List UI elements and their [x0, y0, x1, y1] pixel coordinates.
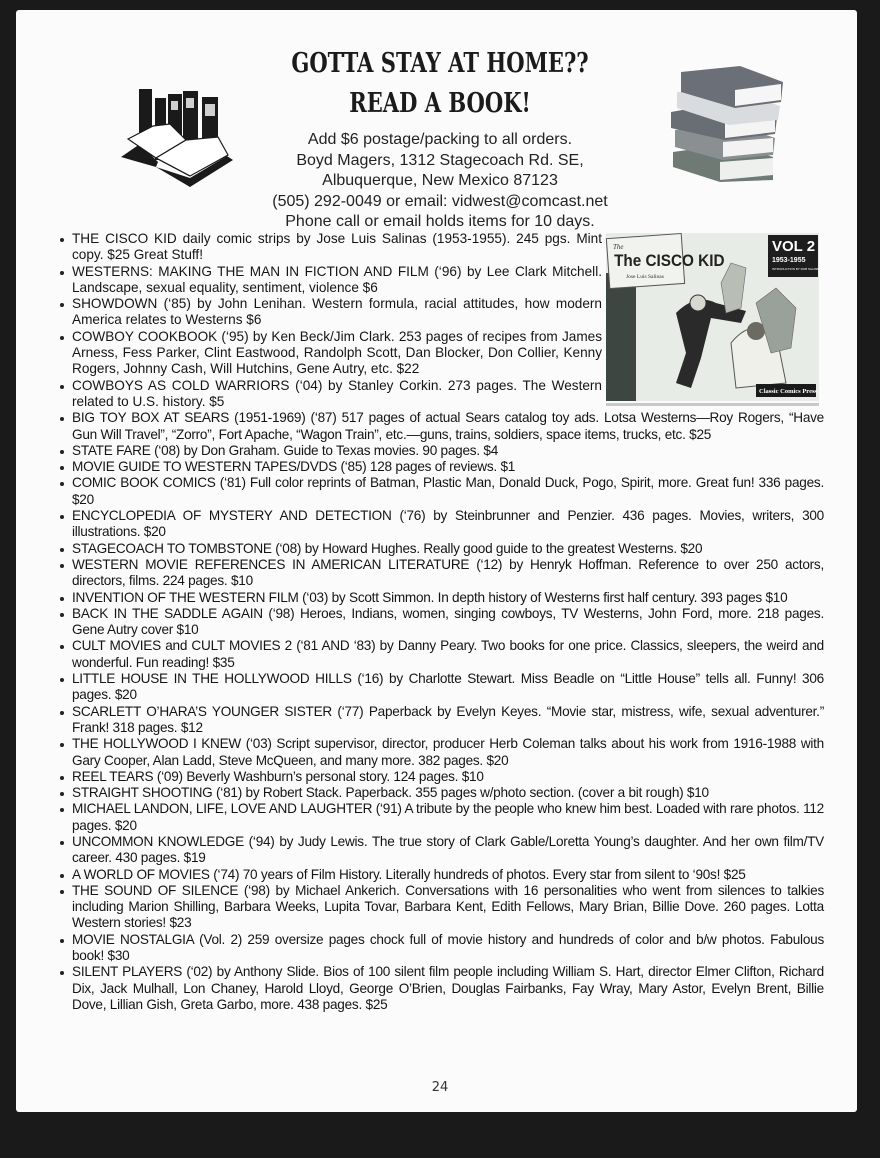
book-item: WESTERN MOVIE REFERENCES IN AMERICAN LITERATURE (‘12) by Henryk Hoffman. Reference to over 250 actors, directors, films. 224 pages. $10	[58, 557, 824, 590]
book-item: STAGECOACH TO TOMBSTONE (‘08) by Howard Hughes. Really good guide to the greatest Westerns. $20	[58, 541, 824, 557]
book-item: MOVIE NOSTALGIA (Vol. 2) 259 oversize pages chock full of movie history and hundreds of color and b/w photos. Fabulous book! $30	[58, 932, 824, 965]
phone-email: (505) 292-0049 or email: vidwest@comcast.net	[272, 192, 608, 210]
book-item: REEL TEARS (‘09) Beverly Washburn’s personal story. 124 pages. $10	[58, 769, 824, 785]
cover-years: 1953-1955	[772, 257, 806, 264]
book-item: LITTLE HOUSE IN THE HOLLYWOOD HILLS (‘16) by Charlotte Stewart. Miss Beadle on “Little House” tells all. Funny! 306 pages. $20	[58, 671, 824, 704]
book-item: CULT MOVIES and CULT MOVIES 2 (‘81 AND ‘83) by Danny Peary. Two books for one price. Classics, sleepers, the weird and wonderful. Fun reading! $35	[58, 638, 824, 671]
book-item: INVENTION OF THE WESTERN FILM (‘03) by Scott Simmon. In depth history of Westerns first half century. 393 pages $10	[58, 590, 824, 606]
book-item: THE CISCO KID daily comic strips by Jose Luis Salinas (1953-1955). 245 pgs. Mint copy. $25 Great Stuff!	[58, 231, 602, 264]
cover-title: The CISCO KID	[614, 251, 725, 271]
headline-primary: GOTTA STAY AT HOME??	[291, 48, 589, 79]
book-item: COMIC BOOK COMICS (‘81) Full color reprints of Batman, Plastic Man, Donald Duck, Pogo, Spirit, more. Great fun! 336 pages. $20	[58, 475, 824, 508]
book-item: UNCOMMON KNOWLEDGE (‘94) by Judy Lewis. The true story of Clark Gable/Loretta Young’s daughter. And her own film/TV career. 430 pages. $19	[58, 834, 824, 867]
book-item: SILENT PLAYERS (‘02) by Anthony Slide. Bios of 100 silent film people including William S. Hart, director Elmer Clifton, Richard Dix, Jack Mulhall, Lon Chaney, Harold Lloyd, George O’Brien, Douglas Fairbanks, Fay Wray, Mary Astor, Evelyn Brent, Billie Dove, Lillian Gish, Greta Garbo, more. 438 pages. $25	[58, 964, 824, 1013]
book-item: STRAIGHT SHOOTING (‘81) by Robert Stack. Paperback. 355 pages w/photo section. (cover a bit rough) $10	[58, 785, 824, 801]
book-item: MOVIE GUIDE TO WESTERN TAPES/DVDS (‘85) 128 pages of reviews. $1	[58, 459, 824, 475]
book-item: BACK IN THE SADDLE AGAIN (‘98) Heroes, Indians, women, singing cowboys, TV Westerns, John Ford, more. 218 pages. Gene Autry cover $10	[58, 606, 824, 639]
book-item: THE SOUND OF SILENCE (‘98) by Michael Ankerich. Conversations with 16 personalities who went from silences to talkies including Marion Shilling, Barbara Weeks, Lupita Tovar, Barbara Kent, Edith Fellows, Mary Brian, Billie Dove. 260 pages. Lotta Western stories! $23	[58, 883, 824, 932]
page-number: 24	[431, 1080, 449, 1095]
cover-the-text: The	[613, 243, 624, 251]
book-item: STATE FARE (‘08) by Don Graham. Guide to Texas movies. 90 pages. $4	[58, 443, 824, 459]
contact-info	[0, 130, 880, 233]
book-item: A WORLD OF MOVIES (‘74) 70 years of Film History. Literally hundreds of photos. Every star from silent to ‘90s! $25	[58, 867, 824, 883]
cover-volume: VOL 2	[772, 238, 816, 255]
headline-secondary: READ A BOOK!	[349, 88, 531, 119]
book-item: SHOWDOWN (‘85) by John Lenihan. Western formula, racial attitudes, how modern America relates to Westerns $6	[58, 296, 602, 329]
book-item: THE HOLLYWOOD I KNEW (‘03) Script supervisor, director, producer Herb Coleman talks about his work from 1916-1988 with Gary Cooper, Alan Ladd, Steve McQueen, and many more. 382 pages. $20	[58, 736, 824, 769]
book-item: MICHAEL LANDON, LIFE, LOVE AND LAUGHTER (‘91) A tribute by the people who knew him best. Loaded with rare photos. 112 pages. $20	[58, 801, 824, 834]
book-item: COWBOYS AS COLD WARRIORS (‘04) by Stanley Corkin. 273 pages. The Western related to U.S. history. $5	[58, 378, 602, 411]
hold-policy: Phone call or email holds items for 10 days.	[285, 213, 595, 230]
book-item: SCARLETT O’HARA’S YOUNGER SISTER (‘77) Paperback by Evelyn Keyes. “Movie star, mistress, wife, sexual adventurer.” Frank! 318 pages. $12	[58, 704, 824, 737]
book-item: COWBOY COOKBOOK (‘95) by Ken Beck/Jim Clark. 253 pages of recipes from James Arness, Fess Parker, Clint Eastwood, Randolph Scott, Dan Blocker, Don Collier, Kenny Rogers, Johnny Cash, Will Hutchins, Gene Autry, etc. $22	[58, 329, 602, 378]
book-item: BIG TOY BOX AT SEARS (1951-1969) (‘87) 517 pages of actual Sears catalog toy ads. Lotsa Westerns—Roy Rogers, “Have Gun Will Travel”, “Zorro”, Fort Apache, “Wagon Train”, etc.—guns, trains, soldiers, space items, trucks, etc. $25	[58, 410, 824, 443]
book-item: WESTERNS: MAKING THE MAN IN FICTION AND FILM (‘96) by Lee Clark Mitchell. Landscape, sexual equality, sentiment, violence $6	[58, 264, 602, 297]
cover-author: Jose Luis Salinas	[626, 274, 664, 280]
postage-note: Add $6 postage/packing to all orders.	[307, 131, 573, 148]
cover-intro: INTRODUCTION BY ROB SALISBURY	[772, 267, 825, 271]
address-line-1: Boyd Magers, 1312 Stagecoach Rd. SE,	[296, 151, 584, 169]
cover-publisher: Classic Comics Press	[759, 388, 818, 395]
book-list	[58, 231, 824, 1013]
book-item: ENCYCLOPEDIA OF MYSTERY AND DETECTION (‘76) by Steinbrunner and Penzier. 436 pages. Movies, writers, 300 illustrations. $20	[58, 508, 824, 541]
address-line-2: Albuquerque, New Mexico 87123	[322, 172, 558, 189]
